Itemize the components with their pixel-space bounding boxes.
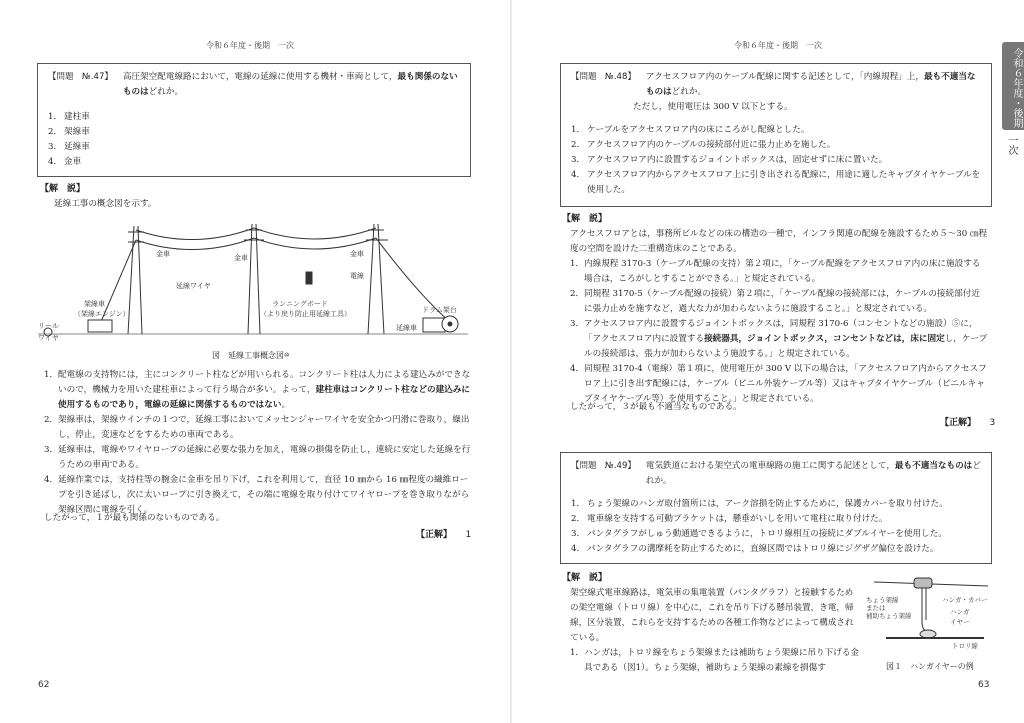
option-item: 1． 建柱車 bbox=[48, 112, 90, 122]
fig-label-winch-engine: （架線エンジン） bbox=[74, 310, 130, 318]
question-48-box bbox=[560, 63, 992, 207]
option-item: 3． 延線車 bbox=[48, 142, 90, 152]
question-text: 電気鉄道における架空式の電車線路の施工に関する記述として，最も不適当なものはどれか。 bbox=[645, 461, 981, 486]
answer: 【正解】 1 bbox=[416, 530, 472, 540]
explanation-item: 2． 架線車は，架線ウインチの１つで，延線工事においてメッセンジャーワイヤを安全かつ円滑に巻取り，繰出し，停止，変速などをするための車両である。 bbox=[44, 415, 470, 440]
fig-label-reel: リール bbox=[38, 322, 59, 330]
figure-caption: 図１ ハンガイヤーの例 bbox=[886, 662, 974, 671]
option-item: 2． 電車線を支持する可動ブラケットは，懸垂がいしを用いて電柱に取り付けた。 bbox=[571, 514, 888, 524]
explanation-item: 3． 延線車は，電線やワイヤロープの延線に必要な張力を加え，電線の損傷を防止し，連続に安定した延線を行うための車両である。 bbox=[44, 445, 471, 470]
option-item: 1． ケーブルをアクセスフロア内の床にころがし配線とした。 bbox=[571, 125, 810, 135]
explanation-heading: 【解 説】 bbox=[40, 184, 86, 194]
fig-label-winch-truck: 架線車 bbox=[84, 300, 105, 308]
fig-label-running-board: ランニングボード bbox=[272, 300, 328, 308]
question-47-box bbox=[37, 63, 471, 177]
fig-label-hanger: ハンガ bbox=[950, 608, 970, 616]
option-item: 2． アクセスフロア内のケーブルの接続部付近に張力止めを施した。 bbox=[571, 140, 836, 150]
explanation-item: 4． 延線作業では，支持柱等の腕金に金車を吊り下げ，これを利用して，直径 10 ㎜から 16 ㎜程度の繊維ロープを引き延ばし，次に太いロープに引き換えて，その端に電線を取り付けてワイヤロープを巻き取りながら架線区間に電線を引く。 bbox=[44, 475, 470, 515]
fig-label-or: または bbox=[866, 604, 886, 612]
question-options bbox=[571, 123, 981, 198]
fig-label-pulley-2: 金車 bbox=[234, 254, 248, 262]
option-item: 4． 金車 bbox=[48, 157, 82, 167]
question-options bbox=[48, 110, 460, 170]
option-item: 3． パンタグラフがしゅう動通過できるように，トロリ線相互の接続にダブルイヤーを使用した。 bbox=[571, 529, 947, 539]
fig-label-pulley-1: 金車 bbox=[156, 250, 170, 258]
explanation-item: 4． 同規程 3170-4（電線）第１項に，使用電圧が 300 V 以下の場合は，「アクセスフロア内からアクセスフロア上に引き出す配線には，ケーブル（ビニル外装ケーブル等）又はキャブタイヤケーブル（ビニルキャブタイヤケーブル等）を使用すること。」と規定されている。 bbox=[570, 364, 987, 404]
answer: 【正解】 3 bbox=[940, 418, 996, 428]
question-condition: ただし，使用電圧は 300 V 以下とする。 bbox=[633, 102, 793, 112]
fig-label-stringing-wire: 延線ワイヤ bbox=[176, 282, 211, 290]
explanation-heading: 【解 説】 bbox=[562, 573, 608, 583]
explanation-item: 3． アクセスフロア内に設置するジョイントボックスは，同規程 3170-6（コンセントなどの施設）⑤に，「アクセスフロア内に設置する接続器具，ジョイントボックス，コンセントなどは，床に固定し，ケーブルの接続部は，張力が加わらないよう施設する。」と規定されている。 bbox=[570, 319, 988, 359]
right-page bbox=[512, 0, 1024, 723]
hanger-ear-illustration bbox=[866, 572, 992, 656]
fig-label-wire: ワイヤ bbox=[38, 334, 59, 342]
fig-label-trolley-wire: トロリ線 bbox=[952, 642, 978, 650]
explanation-item: 1． 配電線の支持物には，主にコンクリート柱などが用いられる。コンクリート柱は人力による建込みができないので，機械力を用いた建柱車によって行う場合が多い。よって，建柱車はコンクリート柱などの建込みに使用するものであり，電線の延線に関係するものではない。 bbox=[44, 370, 471, 410]
running-header: 令和６年度・後期 一次 bbox=[206, 41, 294, 50]
chapter-tab-sub: 一次 bbox=[1006, 135, 1017, 155]
stringing-work-diagram bbox=[38, 214, 468, 346]
figure-caption: 図 延線工事概念図⑩ bbox=[212, 351, 290, 360]
explanation-intro: 延線工事の概念図を示す。 bbox=[54, 199, 157, 209]
question-text: アクセスフロア内のケーブル配線に関する記述として，「内線規程」上，最も不適当なものはどれか。 bbox=[645, 72, 976, 97]
fig-label-ear: イヤー bbox=[950, 618, 970, 626]
fig-label-pulley-3: 金車 bbox=[350, 250, 364, 258]
explanation-item: 2． 同規程 3170-5（ケーブル配線の接続）第２項に，「ケーブル配線の接続部には，ケーブルの接続部付近に張力止めを施すなど，過大な力が加わらないように施設すること。」と規定されている。 bbox=[570, 289, 980, 314]
fig-label-messenger: ちょう架線 bbox=[866, 596, 899, 604]
option-item: 4． アクセスフロア内からアクセスフロア上に引き出される配線に，用途に適したキャブタイヤケーブルを使用した。 bbox=[571, 170, 981, 195]
question-49-box bbox=[560, 452, 992, 564]
chapter-tab: 令和６年度・後期 bbox=[1002, 42, 1024, 130]
question-number: 【問題 №.49】 bbox=[571, 461, 636, 471]
conclusion: したがって，３が最も不適当なものである。 bbox=[570, 402, 742, 412]
question-number: 【問題 №.47】 bbox=[48, 72, 113, 82]
option-item: 4． パンタグラフの溝摩耗を防止するために，直線区間ではトロリ線にジグザグ偏位を設けた。 bbox=[571, 544, 939, 554]
fig-label-drum-stand: ドラム架台 bbox=[422, 306, 457, 314]
fig-label-running-board-note: （より戻り防止用延線工具） bbox=[260, 310, 351, 318]
running-header: 令和６年度・後期 一次 bbox=[734, 41, 822, 50]
question-options bbox=[571, 497, 981, 557]
explanation-items bbox=[570, 257, 988, 407]
fig-label-hanger-cover: ハンガ・カバー bbox=[942, 596, 988, 604]
option-item: 1． ちょう架線のハンガ取付箇所には，アーク溶損を防止するために，保護カバーを取り付けた。 bbox=[571, 499, 948, 509]
fig-label-stringing-truck: 延線車 bbox=[396, 324, 417, 332]
option-item: 2． 架線車 bbox=[48, 127, 90, 137]
explanation-heading: 【解 説】 bbox=[562, 214, 608, 224]
option-item: 3． アクセスフロア内に設置するジョイントボックスは，固定せずに床に置いた。 bbox=[571, 155, 888, 165]
question-number: 【問題 №.48】 bbox=[571, 72, 636, 82]
fig-label-aux-messenger: 補助ちょう架線 bbox=[866, 612, 912, 620]
explanation-intro: アクセスフロアとは，事務所ビルなどの床の構造の一種で，インフラ関連の配線を施設するため５～30 ㎝程度の空間を設けた二重構造床のことである。 bbox=[570, 229, 988, 254]
page-number: 63 bbox=[978, 680, 990, 690]
explanation-item-1: 1． ハンガは，トロリ線をちょう架線または補助ちょう架線に吊り下げる金具である（図1）。ちょう架線，補助ちょう架線の素線を損傷す bbox=[570, 648, 860, 673]
page-number: 62 bbox=[38, 680, 50, 690]
question-text: 高圧架空配電線路において，電線の延線に使用する機材・車両として，最も関係のないものはどれか。 bbox=[122, 72, 458, 97]
explanation-intro: 架空線式電車線路は，電気車の集電装置（パンタグラフ）と接触するための架空電線（トロリ線）を中心に，これを吊り下げる懸吊装置，き電，帰線，区分装置，これらを支持するための各種工作物などによって構成されている。 bbox=[570, 588, 854, 643]
explanation-items bbox=[44, 368, 472, 518]
fig-label-electric-wire: 電線 bbox=[350, 272, 364, 280]
conclusion: したがって，１が最も関係のないものである。 bbox=[44, 513, 225, 523]
explanation-item: 1． 内線規程 3170-3（ケーブル配線の支持）第２項に，「ケーブル配線をアクセスフロア内の床に施設する場合は，ころがしとすることができる。」と規定されている。 bbox=[570, 259, 981, 284]
